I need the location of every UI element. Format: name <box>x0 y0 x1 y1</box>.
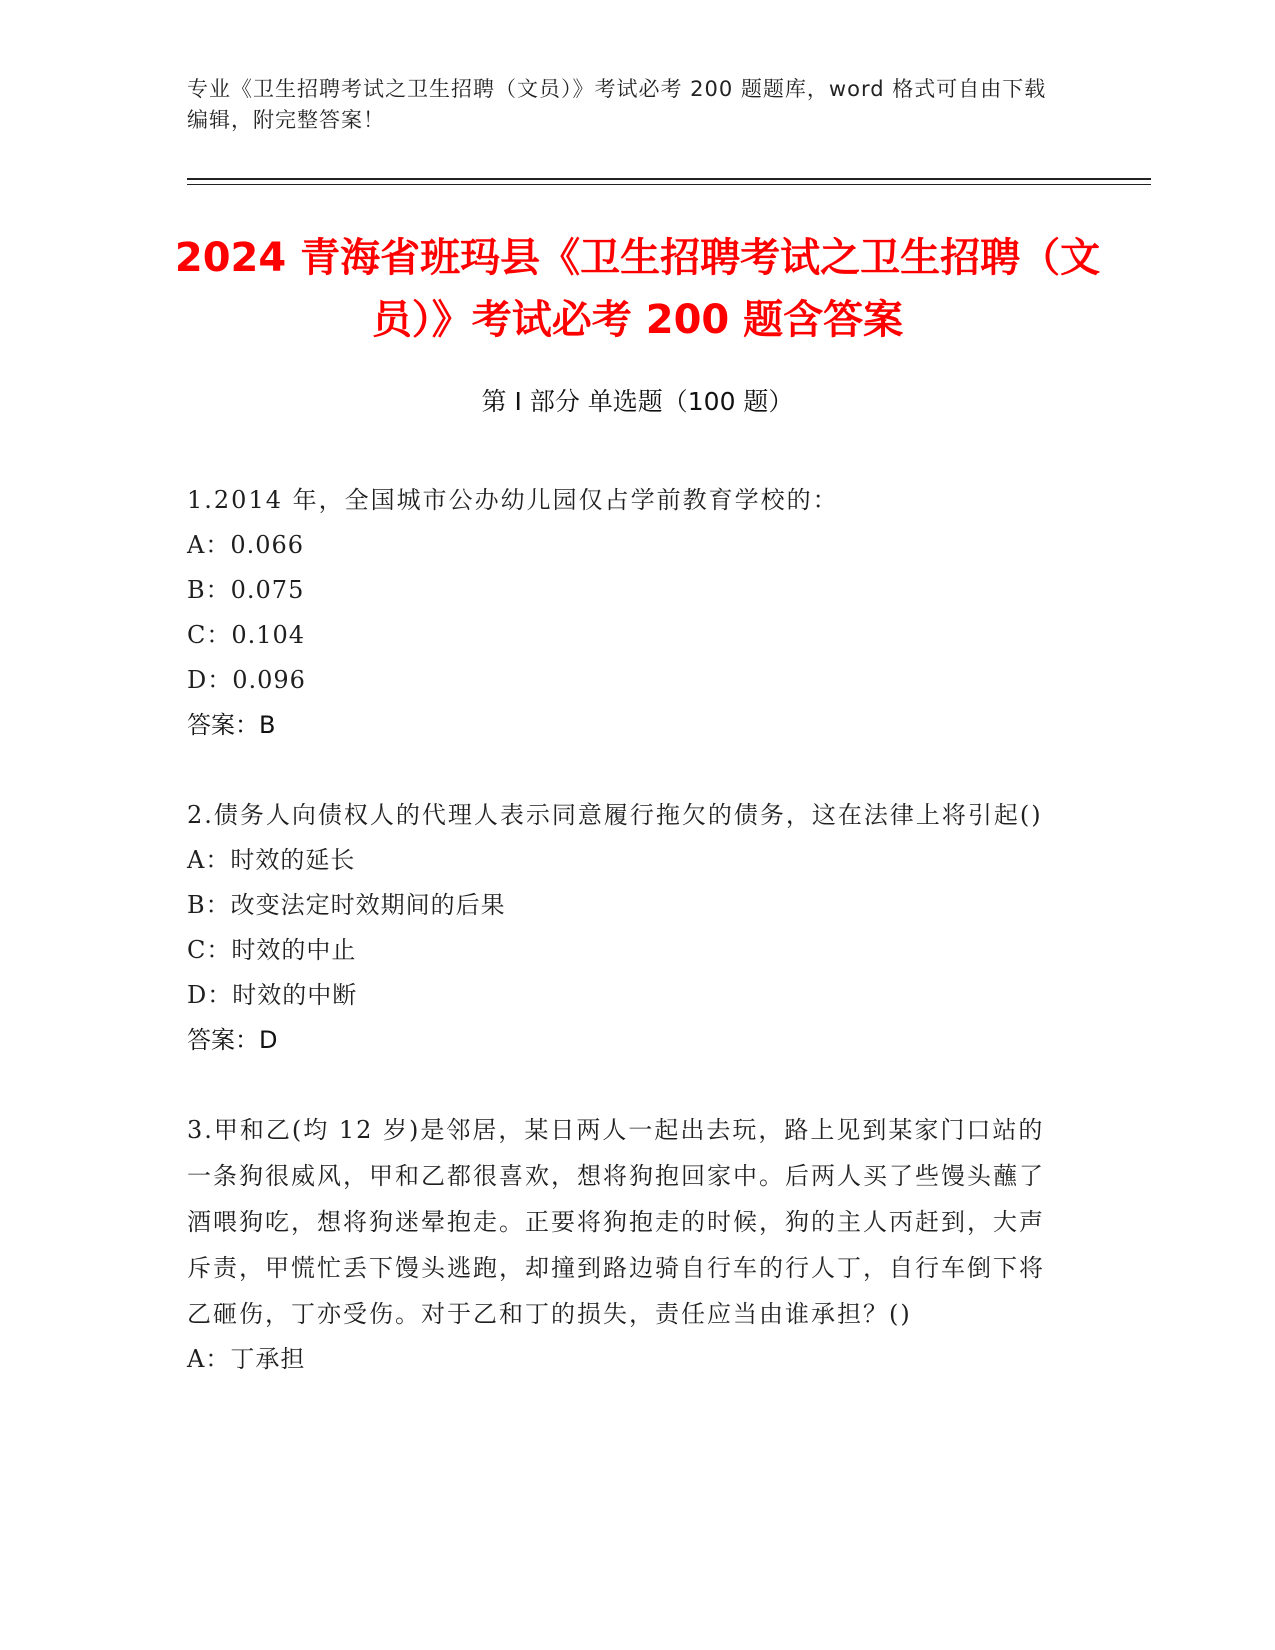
question-1 <box>187 477 1067 748</box>
option-a: A：丁承担 <box>187 1345 306 1373</box>
option-d: D：0.096 <box>187 666 306 694</box>
answer: 答案：B <box>187 711 276 739</box>
document-title: 2024 青海省班玛县《卫生招聘考试之卫生招聘（文员）》考试必考 200 题含答案 <box>174 235 1101 343</box>
option-b: B：改变法定时效期间的后果 <box>187 891 506 919</box>
option-a: A：时效的延长 <box>187 846 356 874</box>
option-c: C：0.104 <box>187 621 306 649</box>
header-note: 专业《卫生招聘考试之卫生招聘（文员）》考试必考 200 题题库，word 格式可自由下载编辑，附完整答案！ <box>187 77 1047 132</box>
header-divider-thin <box>187 184 1151 185</box>
question-list <box>187 477 1067 1426</box>
question-stem: 1.2014 年，全国城市公办幼儿园仅占学前教育学校的： <box>187 486 839 514</box>
question-2 <box>187 792 1067 1063</box>
question-stem: 2.债务人向债权人的代理人表示同意履行拖欠的债务，这在法律上将引起() <box>187 801 1043 829</box>
question-stem: 3.甲和乙(均 12 岁)是邻居，某日两人一起出去玩，路上见到某家门口站的一条狗很威风，甲和乙都很喜欢，想将狗抱回家中。后两人买了些馒头蘸了酒喂狗吃，想将狗迷晕抱走。正要将狗抱走的时候，狗的主人丙赶到，大声斥责，甲慌忙丢下馒头逃跑，却撞到路边骑自行车的行人丁，自行车倒下将乙砸伤，丁亦受伤。对于乙和丁的损失，责任应当由谁承担？() <box>187 1116 1045 1328</box>
answer: 答案：D <box>187 1026 278 1054</box>
option-c: C：时效的中止 <box>187 936 357 964</box>
section-heading: 第 I 部分 单选题（100 题） <box>481 387 794 416</box>
option-a: A：0.066 <box>187 531 305 559</box>
header-divider-thick <box>187 178 1151 180</box>
question-3 <box>187 1107 1067 1382</box>
option-d: D：时效的中断 <box>187 981 358 1009</box>
option-b: B：0.075 <box>187 576 305 604</box>
